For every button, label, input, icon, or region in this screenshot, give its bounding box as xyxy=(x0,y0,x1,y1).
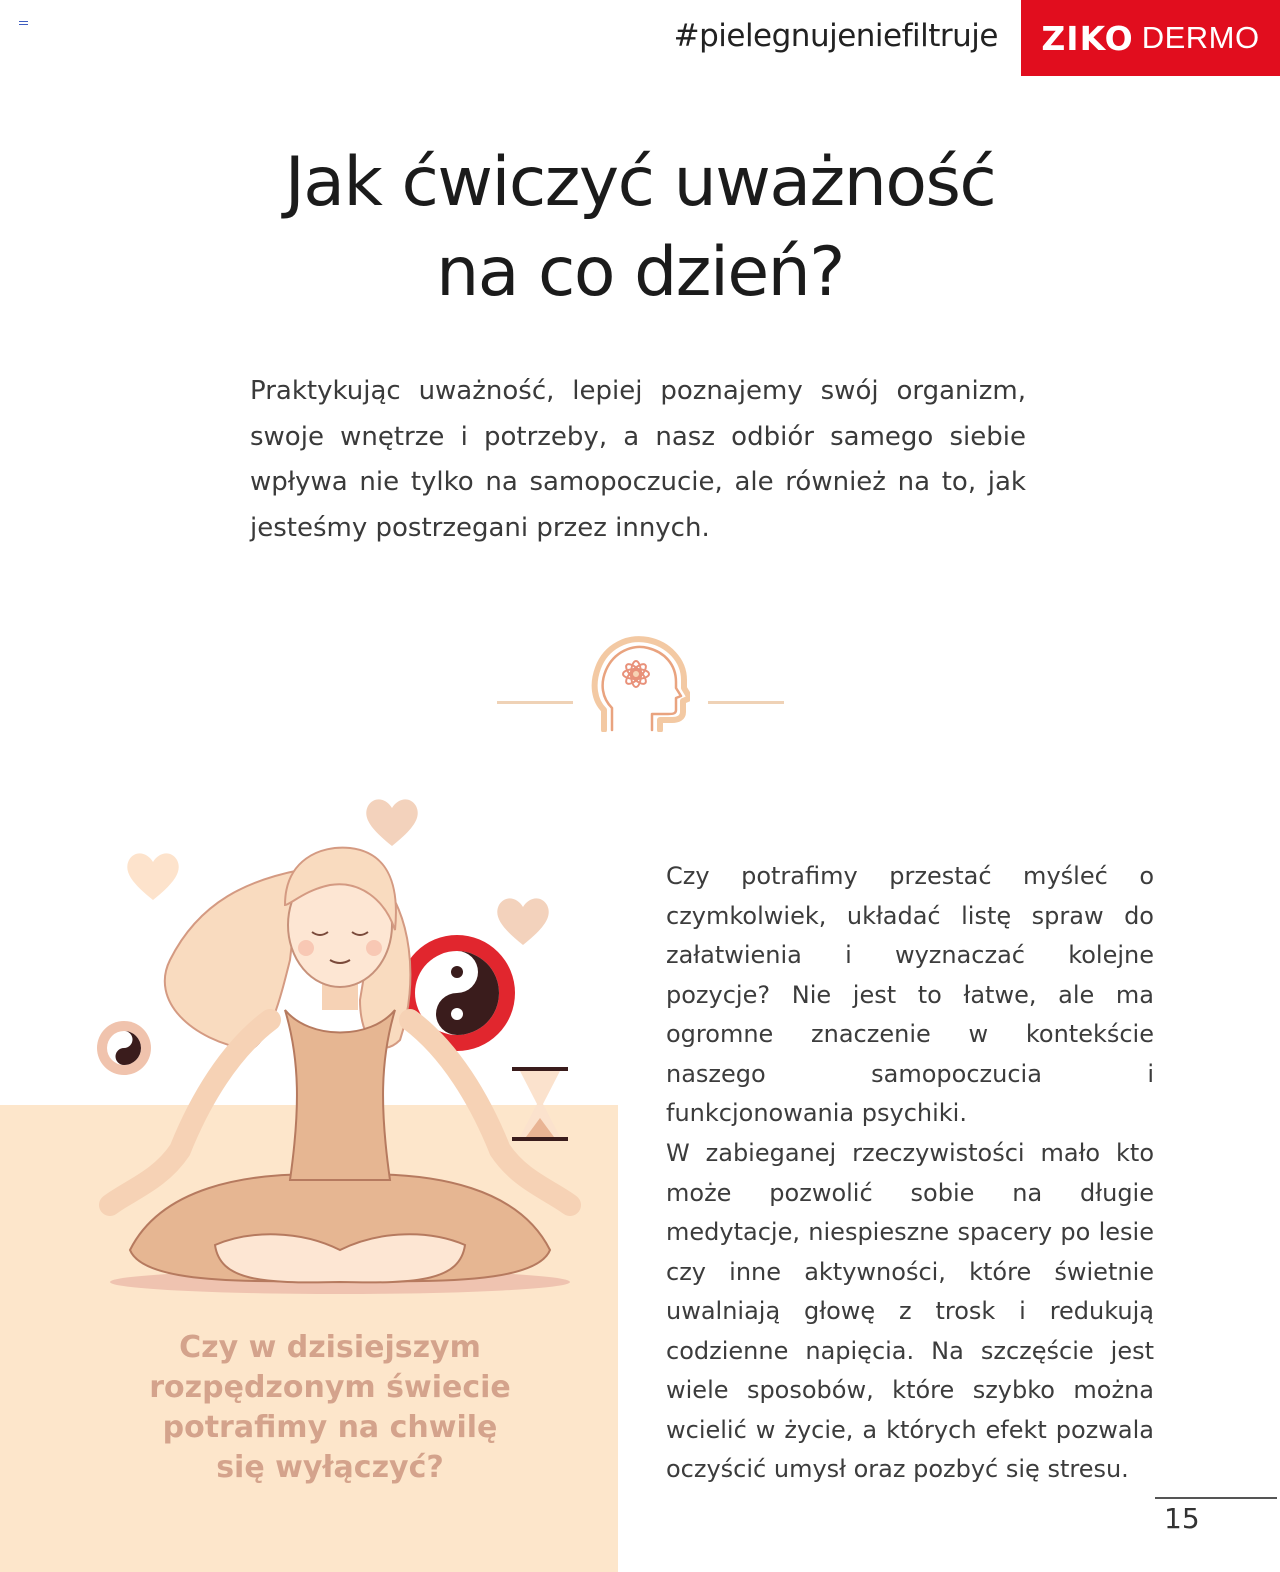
intro-paragraph: Praktykując uważność, lepiej poznajemy swój organizm, swoje wnętrze i potrzeby, a nasz odbiór samego siebie wpływa nie tylko na samopoczucie, ale również na to, jak jesteśmy postrzegani przez innych. xyxy=(250,376,1026,543)
highlight-question xyxy=(60,1328,600,1488)
page-title xyxy=(0,138,1280,318)
body-paragraph-2: W zabieganej rzeczywistości mało kto może pozwolić sobie na długie medytacje, niespieszne spacery po lesie czy inne aktywności, które świetnie uwalniają głowę z trosk i redukują codzienne napięcia. Na szczęście jest wiele sposobów, które szybko można wcielić w życie, a których efekt pozwala oczyścić umysł oraz pozbyć się stresu. xyxy=(666,1139,1154,1483)
brand-sub: DERMO xyxy=(1141,20,1260,55)
mindfulness-head-icon xyxy=(590,632,690,732)
divider-left xyxy=(497,701,573,704)
question-line-1: Czy w dzisiejszym xyxy=(179,1330,481,1365)
body-paragraph-1: Czy potrafimy przestać myśleć o czymkolwiek, układać listę spraw do załatwienia i wyznaczać kolejne pozycje? Nie jest to łatwe, ale ma ogromne znaczenie w kontekście naszego samopoczucia i funkcjonowania psychiki. xyxy=(666,862,1154,1127)
menu-icon[interactable] xyxy=(19,21,28,27)
page-number-rule xyxy=(1155,1497,1277,1499)
meditation-illustration xyxy=(90,790,590,1300)
brand-name: ZIKO xyxy=(1041,18,1134,58)
brand-logo xyxy=(1021,0,1280,76)
hashtag: #pielegnujeniefiltruje xyxy=(673,18,998,54)
page-number: 15 xyxy=(1164,1502,1200,1535)
question-line-3: potrafimy na chwilę xyxy=(162,1410,498,1445)
question-line-2: rozpędzonym świecie xyxy=(149,1370,511,1405)
divider-right xyxy=(708,701,784,704)
question-line-4: się wyłączyć? xyxy=(216,1450,444,1485)
title-line-1: Jak ćwiczyć uważność xyxy=(284,143,996,222)
title-line-2: na co dzień? xyxy=(436,233,844,312)
